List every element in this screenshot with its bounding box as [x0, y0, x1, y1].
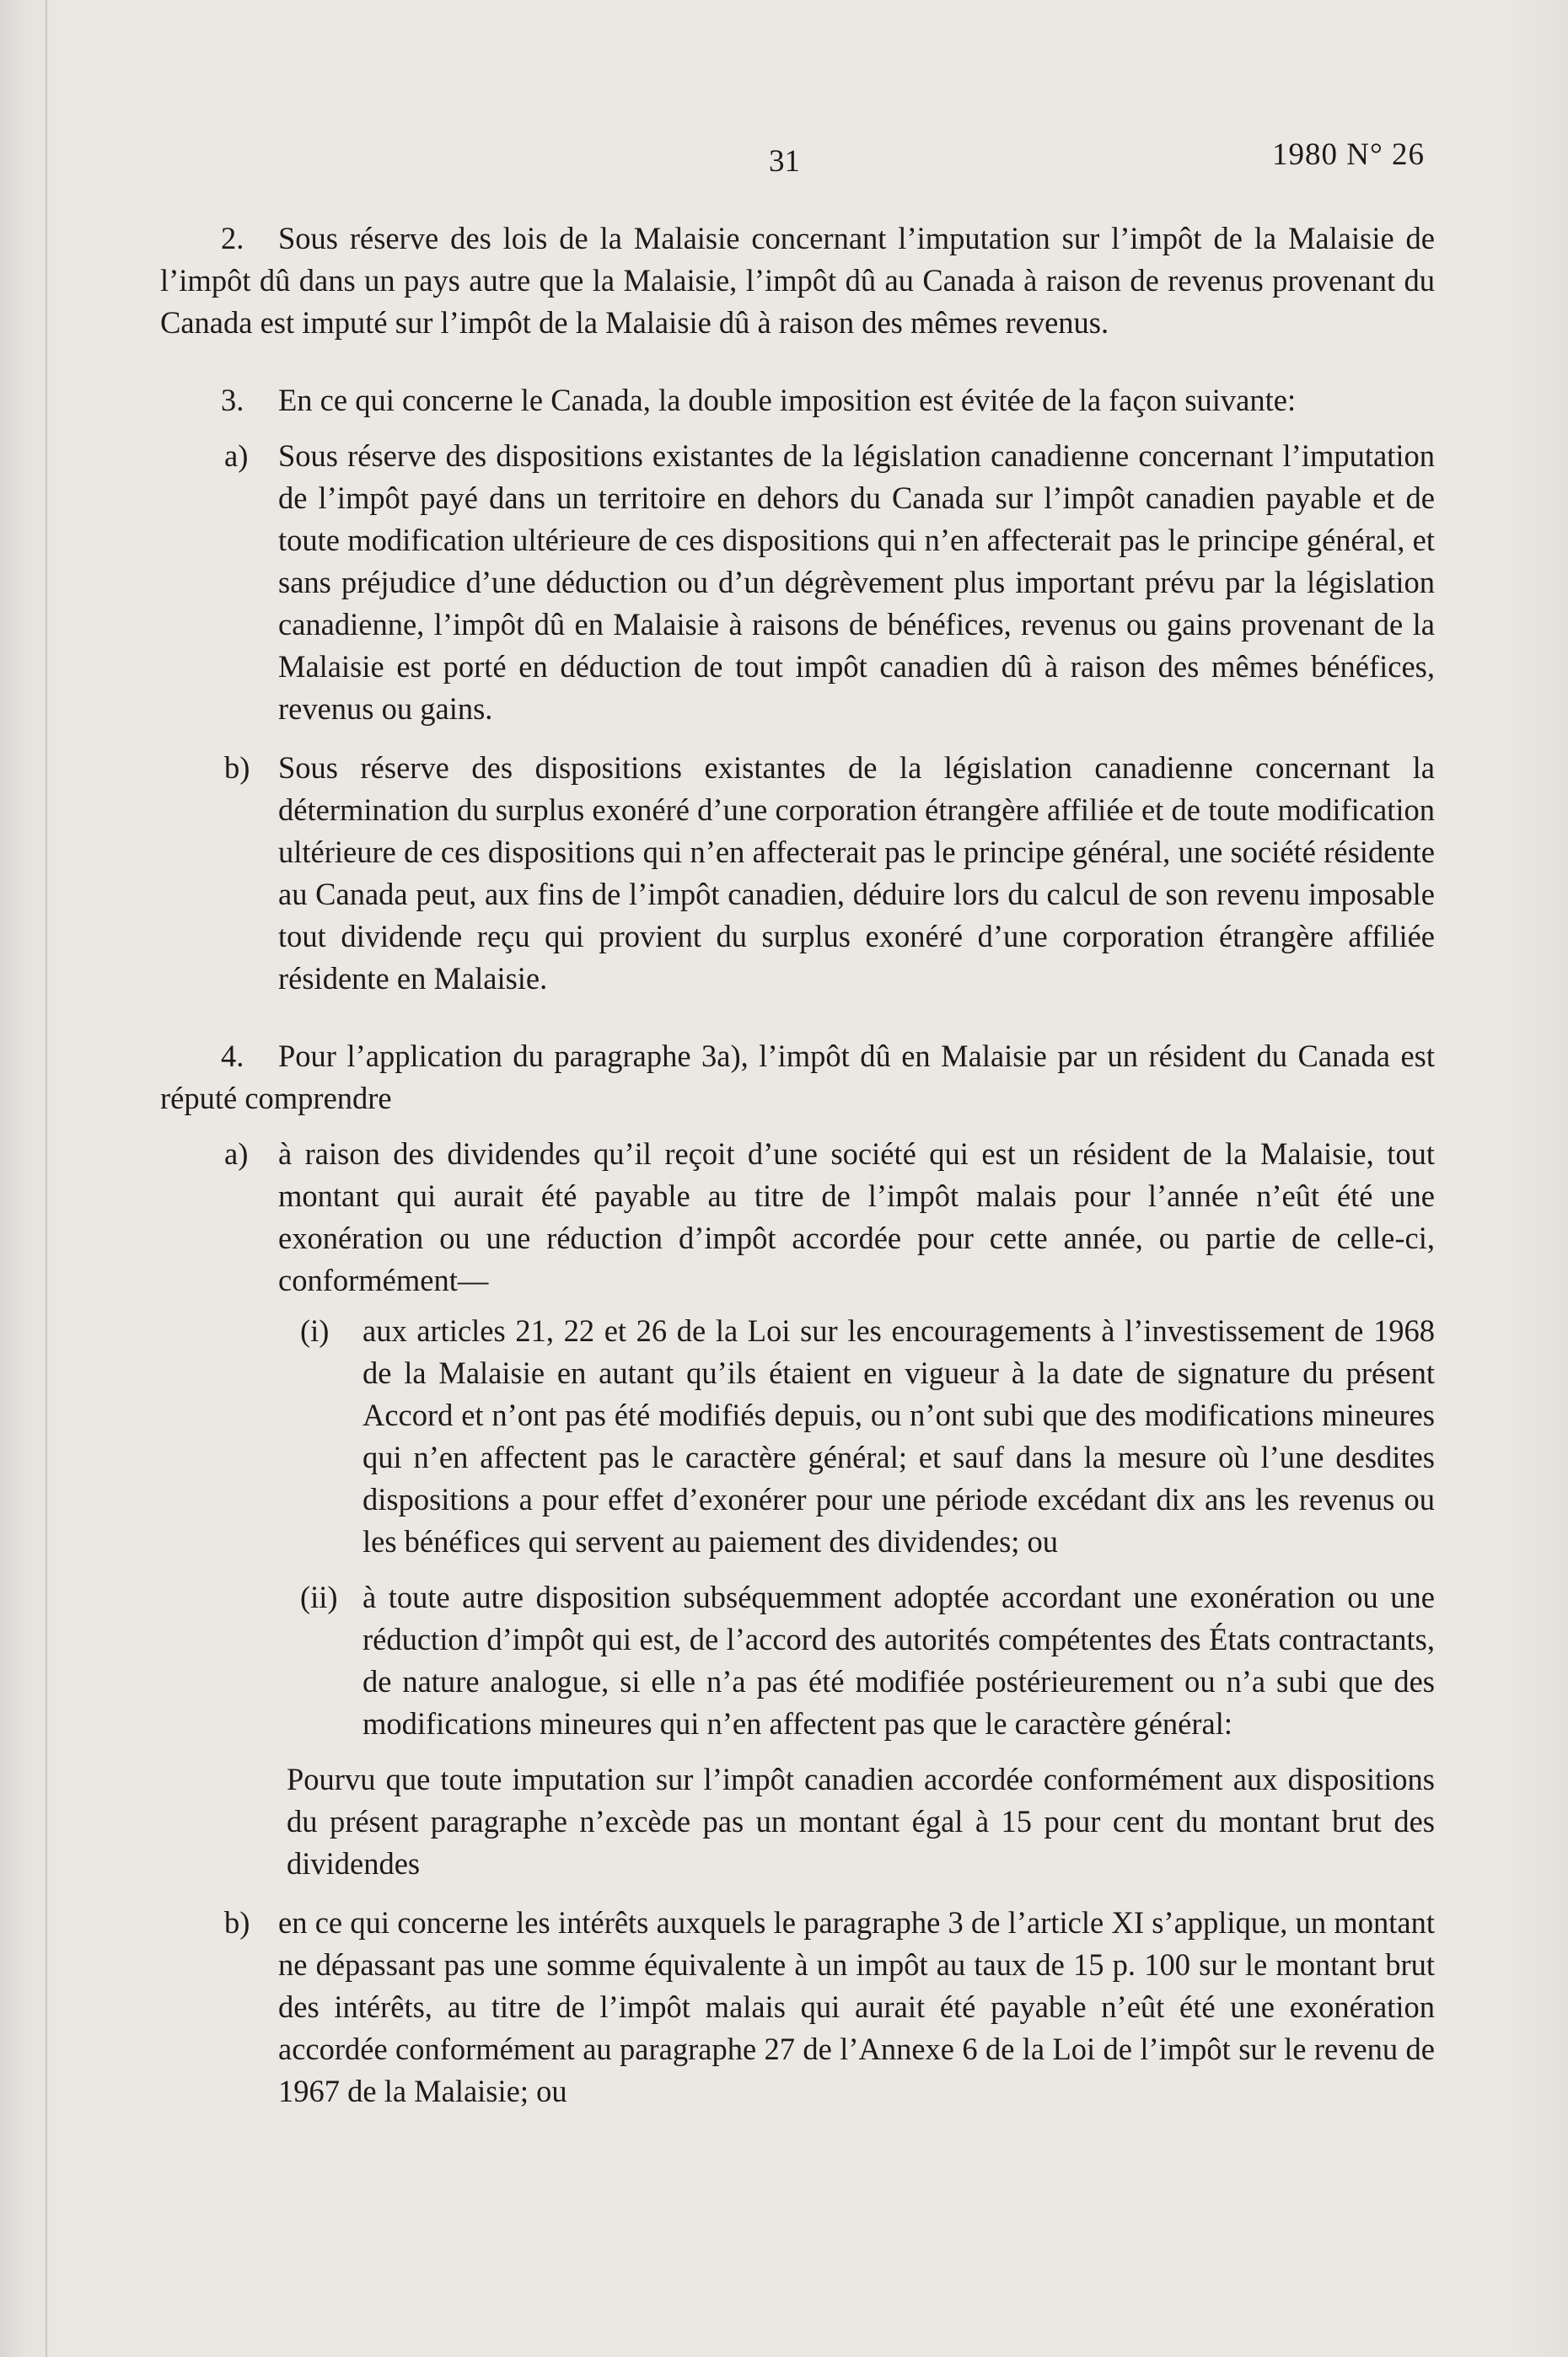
paragraph-3-item-a — [160, 435, 1435, 730]
subitem-text: à toute autre disposition subséquemment adoptée accordant une exonération ou une réduction d’impôt qui est, de l’accord des autorités compétentes des États contractants, de nature analogue, si elle n’a pas été modifiée postérieurement ou n’a subi que des modifications mineures qui n’en affectent pas que le caractère général: — [362, 1580, 1435, 1741]
subitem-label: (i) — [300, 1313, 330, 1348]
subitem-label: (ii) — [300, 1580, 338, 1614]
item-label: a) — [224, 438, 249, 473]
item-text: en ce qui concerne les intérêts auxquels le paragraphe 3 de l’article XI s’applique, un montant ne dépassant pas une somme équivalente à un impôt au taux de 15 p. 100 sur le montant brut des intérêts, au titre de l’impôt malais qui aurait été payable n’eût été une exonération accordée conformément au paragraphe 27 de l’Annexe 6 de la Loi de l’impôt sur le revenu de 1967 de la Malaisie; ou — [278, 1905, 1435, 2108]
paragraph-4 — [160, 1035, 1435, 2113]
paragraph-number: 2. — [221, 221, 244, 255]
item-label: a) — [224, 1136, 249, 1171]
paragraph-4-item-b — [160, 1902, 1435, 2113]
binding-gutter — [46, 0, 47, 2357]
proviso-text: Pourvu que toute imputation sur l’impôt canadien accordée conformément aux dispositions du présent paragraphe n’excède pas un montant égal à 15 pour cent du montant brut des dividendes — [287, 1762, 1435, 1881]
paragraph-2 — [160, 217, 1435, 344]
paragraph-text: Pour l’application du paragraphe 3a), l’impôt dû en Malaisie par un résident du Canada est réputé comprendre — [160, 1039, 1435, 1115]
paragraph-number: 4. — [221, 1039, 244, 1073]
page-number: 31 — [769, 144, 800, 179]
paragraph-number: 3. — [221, 383, 244, 417]
paragraph-4-intro — [160, 1035, 1435, 1119]
paragraph-3-intro — [160, 379, 1435, 421]
item-label: b) — [224, 750, 250, 785]
subitem-ii — [160, 1576, 1435, 1745]
item-text: Sous réserve des dispositions existantes de la législation canadienne concernant la détermination du surplus exonéré d’une corporation étrangère affiliée et de toute modification ultérieure de ces dispositions qui n’en affecterait pas le principe général, une société résidente au Canada peut, aux fins de l’impôt canadien, déduire lors du calcul de son revenu imposable tout dividende reçu qui provient du surplus exonéré d’une corporation étrangère affiliée résidente en Malaisie. — [278, 750, 1435, 996]
subitem-text: aux articles 21, 22 et 26 de la Loi sur les encouragements à l’investissement de 1968 de la Malaisie en autant qu’ils étaient en vigueur à la date de signature du présent Accord et n’ont pas été modifiés depuis, ou n’ont subi que des modifications mineures qui n’en affectent pas le caractère général; et sauf dans la mesure où l’une desdites dispositions a pour effet d’exonérer pour une période excédant dix ans les revenus ou les bénéfices qui servent au paiement des dividendes; ou — [362, 1313, 1435, 1559]
item-text: Sous réserve des dispositions existantes de la législation canadienne concernant l’imputation de l’impôt payé dans un territoire en dehors du Canada sur l’impôt canadien payable et de toute modification ultérieure de ces dispositions qui n’en affecterait pas le principe général, et sans préjudice d’une déduction ou d’un dégrèvement plus important prévu par la législation canadienne, l’impôt dû en Malaisie à raisons de bénéfices, revenus ou gains provenant de la Malaisie est porté en déduction de tout impôt canadien dû à raison des mêmes bénéfices, revenus ou gains. — [278, 438, 1435, 726]
item-label: b) — [224, 1905, 250, 1940]
paragraph-3 — [160, 379, 1435, 1000]
paragraph-3-item-b — [160, 747, 1435, 1000]
paragraph-text: Sous réserve des lois de la Malaisie concernant l’imputation sur l’impôt de la Malaisie de l’impôt dû dans un pays autre que la Malaisie, l’impôt dû au Canada à raison de revenus provenant du Canada est imputé sur l’impôt de la Malaisie dû à raison des mêmes revenus. — [160, 221, 1435, 340]
subitem-i — [160, 1310, 1435, 1563]
paragraph-4-item-a — [160, 1133, 1435, 1302]
item-text: à raison des dividendes qu’il reçoit d’une société qui est un résident de la Malaisie, tout montant qui aurait été payable au titre de l’impôt malais pour l’année n’eût été une exonération ou une réduction d’impôt accordée pour cette année, ou partie de celle-ci, conformément— — [278, 1136, 1435, 1297]
body-text — [160, 217, 1435, 2113]
page-header — [0, 137, 1568, 194]
paragraph-text: En ce qui concerne le Canada, la double imposition est évitée de la façon suivante: — [278, 383, 1297, 417]
year-number: 1980 N° 26 — [1271, 137, 1425, 172]
